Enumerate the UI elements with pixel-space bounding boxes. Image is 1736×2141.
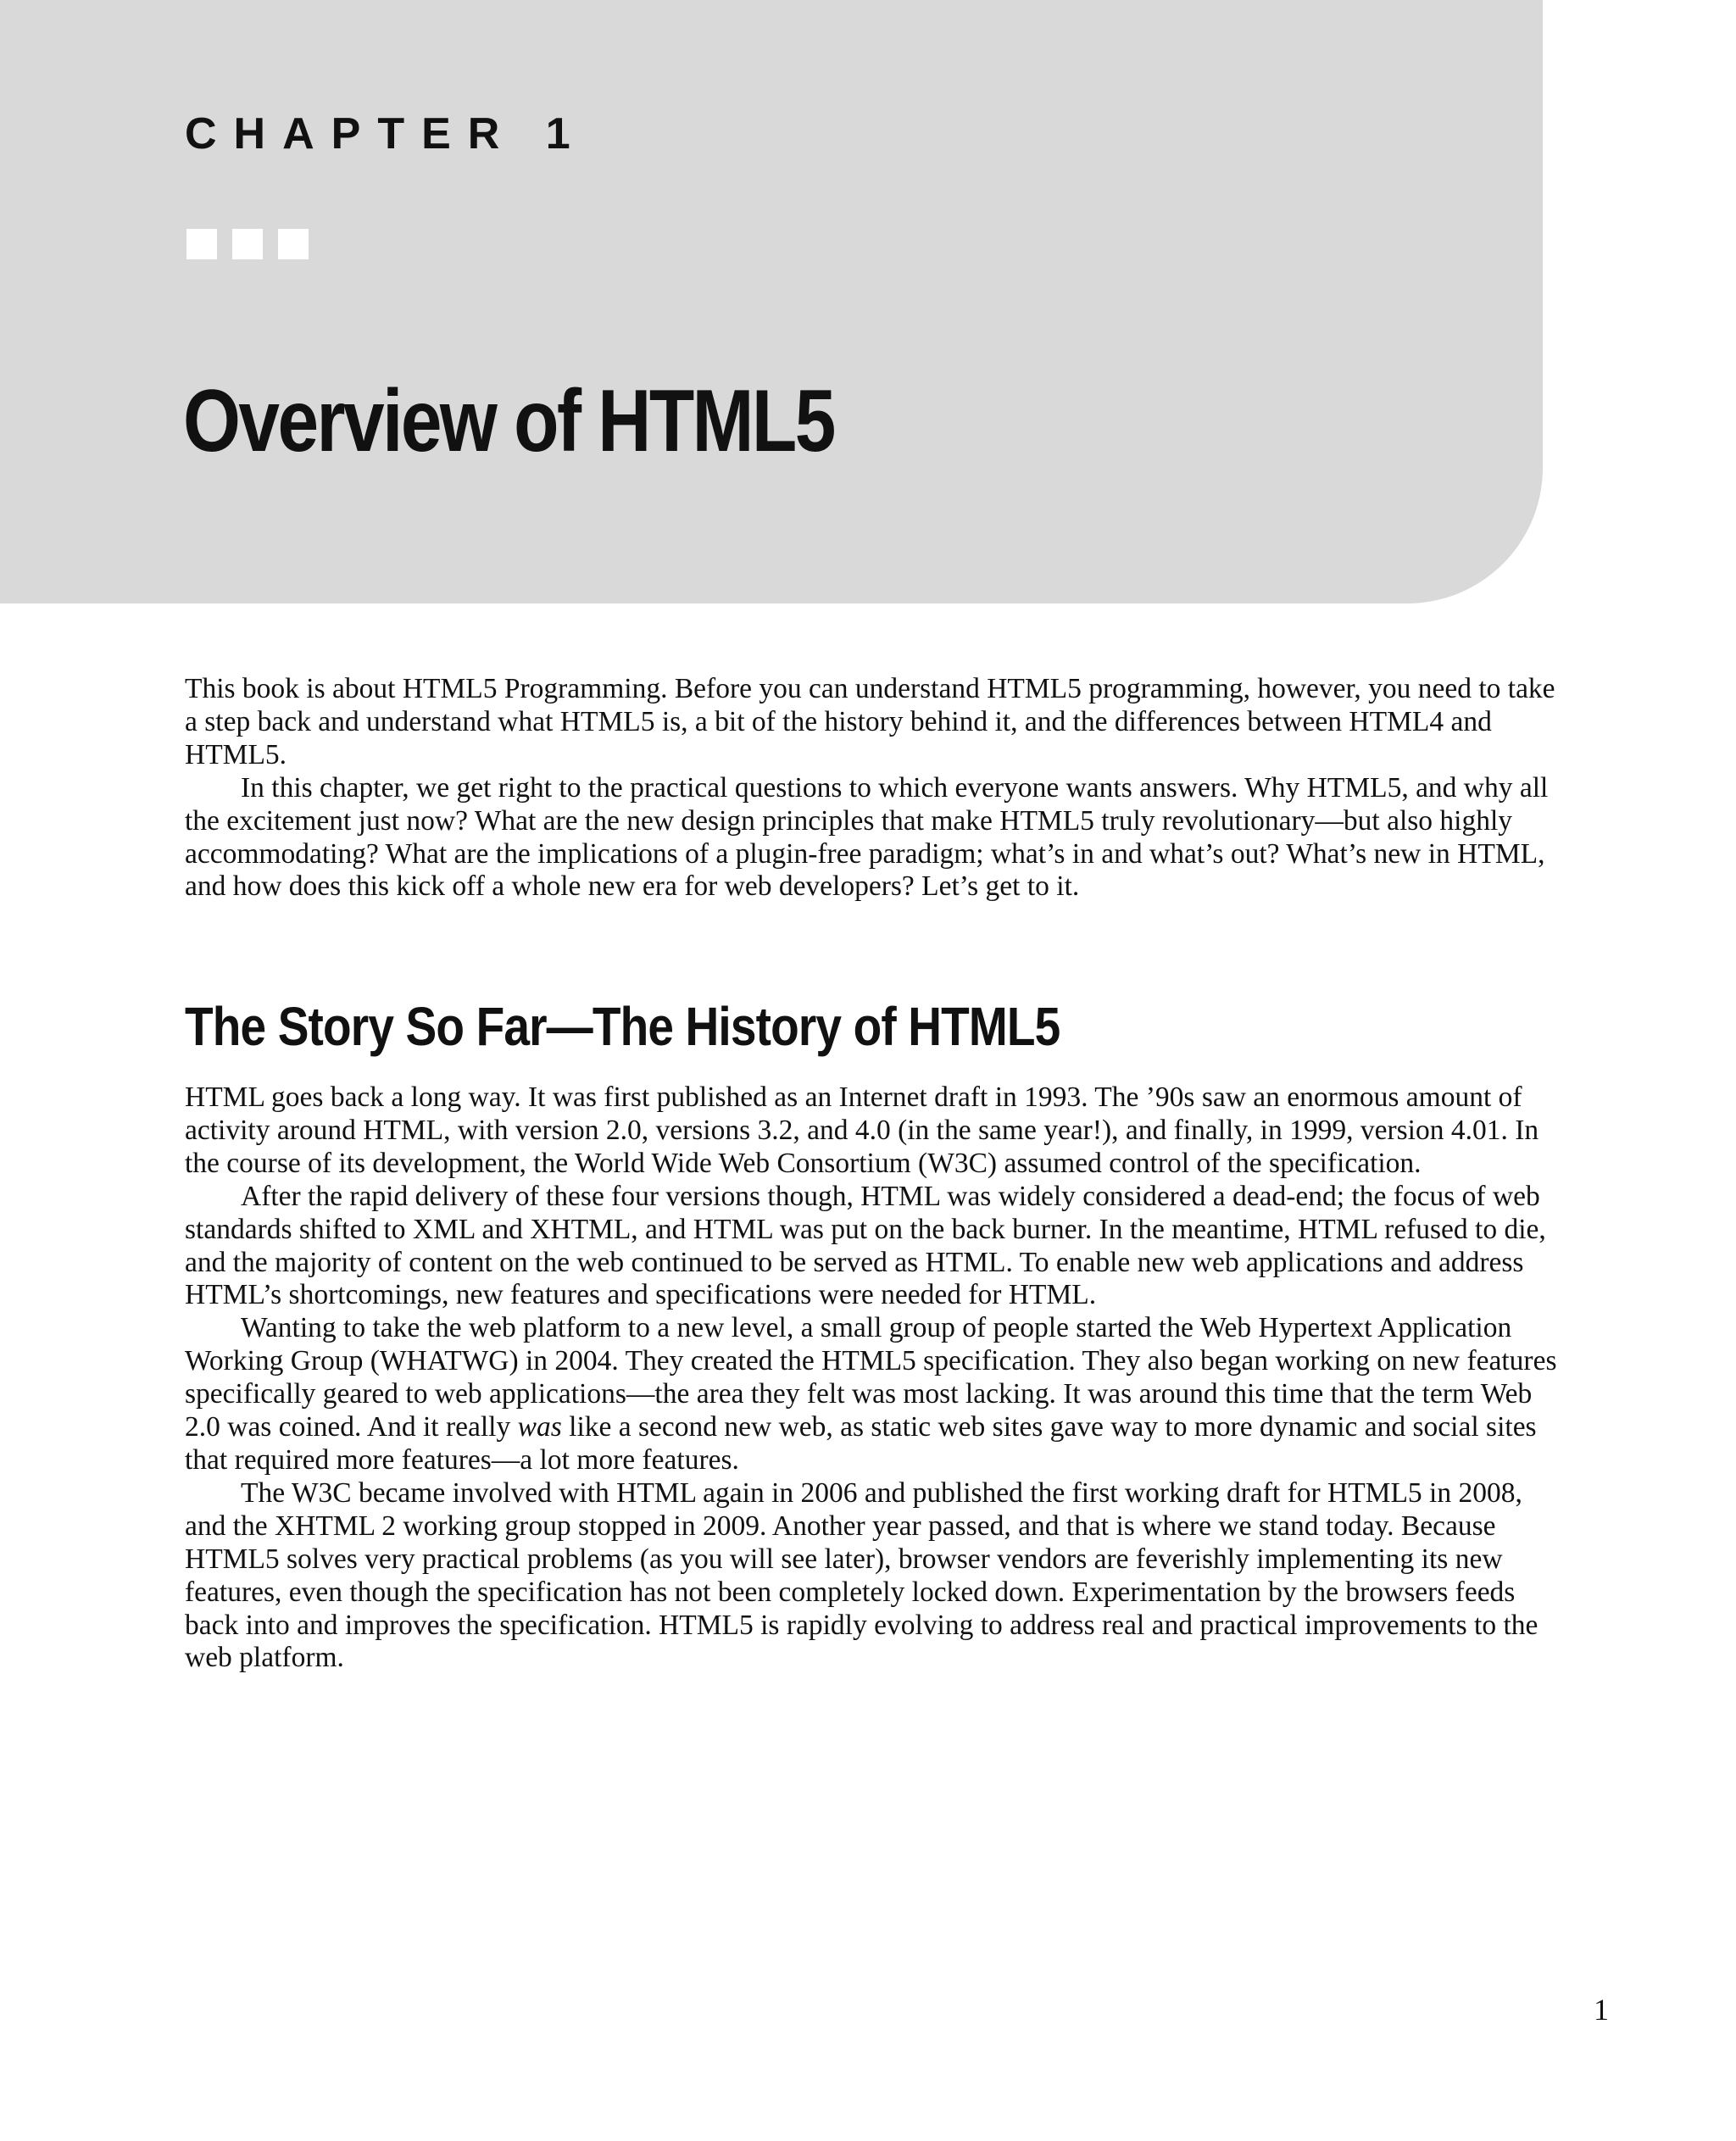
page-number: 1 xyxy=(1594,1993,1609,2027)
paragraph-text: like a second new web, as static web sites gave way to more dynamic and social sites that required more features—a lot more features. xyxy=(185,1411,1537,1476)
body-paragraph: After the rapid delivery of these four versions though, HTML was widely considered a dead-end; the focus of web standards shifted to XML and XHTML, and HTML was put on the back burner. In the meantime, HTML refused to die, and the majority of content on the web continued to be served as HTML. To enable new web applications and address HTML’s shortcomings, new features and specifications were needed for HTML. xyxy=(185,1180,1546,1311)
body-paragraph xyxy=(185,1312,1558,1477)
decoration-square xyxy=(186,229,217,259)
chapter-header-band xyxy=(0,0,1543,603)
body-paragraph: The W3C became involved with HTML again in 2006 and published the first working draft for HTML5 in 2008, and the XHTML 2 working group stopped in 2009. Another year passed, and that is where we stand today. Because HTML5 solves very practical problems (as you will see later), browser vendors are feverishly implementing its new features, even though the specification has not been completely locked down. Experimentation by the browsers feeds back into and improves the specification. HTML5 is rapidly evolving to address real and practical improvements to the web platform. xyxy=(185,1476,1538,1674)
paragraph-text: Wanting to take the web platform to a new level, a small group of people started the Web Hypertext Application Working Group (WHATWG) in 2004. They created the HTML5 specification. They also began working on new features specifically geared to web applications—the area they felt was most lacking. It was around this time that the term Web 2.0 was coined. And it really xyxy=(185,1312,1557,1443)
decoration-square xyxy=(232,229,263,259)
intro-paragraph: This book is about HTML5 Programming. Before you can understand HTML5 programming, however, you need to take a step back and understand what HTML5 is, a bit of the history behind it, and the differences between HTML4 and HTML5. xyxy=(185,673,1555,770)
intro-section xyxy=(185,673,1558,904)
chapter-label: CHAPTER 1 xyxy=(185,109,587,158)
section-heading: The Story So Far—The History of HTML5 xyxy=(185,996,1060,1057)
body-paragraph: HTML goes back a long way. It was first published as an Internet draft in 1993. The ’90s saw an enormous amount of activity around HTML, with version 2.0, versions 3.2, and 4.0 (in the same year!), and finally, in 1999, version 4.01. In the course of its development, the World Wide Web Consortium (W3C) assumed control of the specification. xyxy=(185,1082,1539,1179)
chapter-decoration-squares xyxy=(186,229,309,259)
emphasis-text: was xyxy=(517,1411,562,1443)
decoration-square xyxy=(278,229,309,259)
history-section xyxy=(185,1082,1558,1675)
intro-paragraph: In this chapter, we get right to the practical questions to which everyone wants answers. Why HTML5, and why all the excitement just now? What are the new design principles that make HTML5 truly revolutionary—but also highly accommodating? What are the implications of a plugin-free paradigm; what’s in and what’s out? What’s new in HTML, and how does this kick off a whole new era for web developers? Let’s get to it. xyxy=(185,771,1549,903)
chapter-title: Overview of HTML5 xyxy=(183,372,834,470)
